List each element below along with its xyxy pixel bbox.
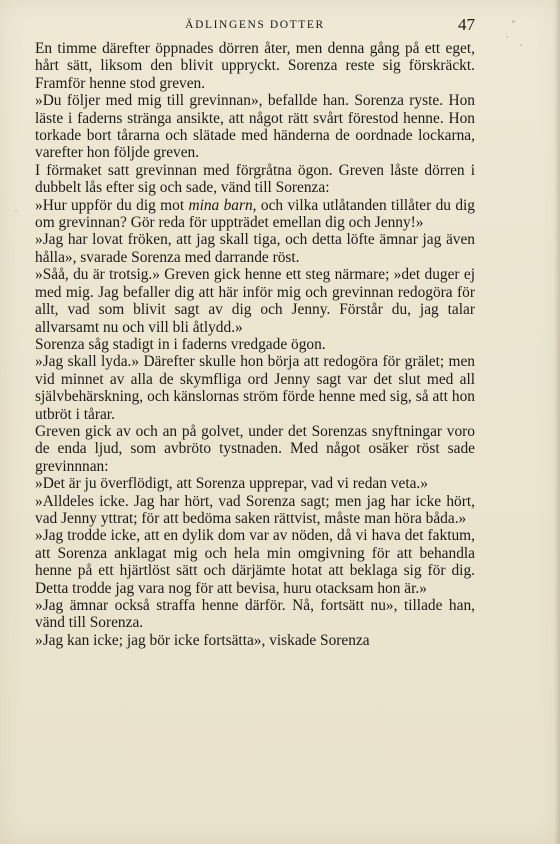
text-segment: »Jag skall lyda.» Därefter skulle hon börja att redogöra för grälet; men vid minnet av alla de skymfliga ord Jenny sagt var det slut med all självbehärskning, och känslornas ström förde henne med sig, så att hon utbröt i tårar.: [35, 353, 475, 423]
text-segment: »Jag ämnar också straffa henne därför. Nå, fortsätt nu», tillade han, vänd till Sorenza.: [35, 597, 475, 632]
text-segment: , och vilka utlåtanden tillåter du dig om grevinnan? Gör reda för uppträdet emellan dig och Jenny!»: [35, 196, 475, 232]
paragraph: [35, 40, 475, 92]
text-segment: »Såå, du är trotsig.» Greven gick henne ett steg närmare; »det duger ej med mig. Jag befaller dig att här inför mig och grevinnan redogöra för allt, vad som blivit sagt av dig och Jenny. Förstår du, jag talar allvarsamt nu och vill bli åtlydd.»: [35, 266, 475, 336]
text-segment: »Jag kan icke; jag bör icke fortsätta», viskade Sorenza: [35, 631, 370, 649]
paragraph: [35, 266, 475, 336]
paragraph: [35, 632, 475, 649]
text-segment: Greven gick av och an på golvet, under det Sorenzas snyftningar voro de enda ljud, som avbröto tystnaden. Med något osäker röst sade grevinnnan:: [35, 422, 475, 475]
paper-speck: [512, 20, 515, 23]
text-segment: »Jag trodde icke, att en dylik dom var av nöden, då vi hava det faktum, att Sorenza anklagat mig och hela min omgivning för att behandla henne på ett hjärtlöst sätt och därjämte hotat att beklaga sig för dig. Detta trodde jag vara nog för att bevisa, huru otacksam hon är.»: [35, 527, 475, 597]
running-title: ÄDLINGENS DOTTER: [185, 19, 325, 31]
body-text: [35, 40, 475, 649]
text-segment: »Hur uppför du dig mot: [35, 196, 189, 214]
text-segment: En timme därefter öppnades dörren åter, men denna gång på ett eget, hårt sätt, liksom den blivit uppryckt. Sorenza reste sig förskräckt. Framför henne stod greven.: [35, 40, 475, 92]
paragraph: [35, 353, 475, 423]
paragraph: [35, 493, 475, 528]
paper-speck: [520, 44, 522, 46]
page-edge-shadow: [554, 0, 560, 844]
page-number: 47: [458, 15, 475, 34]
text-segment: Sorenza såg stadigt in i faderns vredgade ögon.: [35, 335, 326, 353]
paragraph: [35, 423, 475, 475]
paragraph: [35, 597, 475, 632]
paragraph: [35, 527, 475, 597]
paragraph: [35, 231, 475, 266]
page-header: [35, 17, 475, 37]
paragraph: [35, 475, 475, 492]
italic-text: mina barn: [188, 196, 253, 214]
paragraph: [35, 197, 475, 232]
paragraph: [35, 92, 475, 162]
text-segment: I förmaket satt grevinnan med förgråtna ögon. Greven låste dörren i dubbelt lås efter sig och sade, vänd till Sorenza:: [35, 161, 475, 197]
paper-speck: [506, 36, 508, 38]
text-segment: »Jag har lovat fröken, att jag skall tiga, och detta löfte ämnar jag även hålla», svarade Sorenza med darrande röst.: [35, 231, 475, 266]
paper-speck: [15, 210, 17, 212]
paragraph: [35, 162, 475, 197]
paragraph: [35, 336, 475, 353]
text-segment: »Alldeles icke. Jag har hört, vad Sorenza sagt; men jag har icke hört, vad Jenny yttrat; för att bedöma saken rättvist, måste man höra båda.»: [35, 492, 475, 527]
text-segment: »Det är ju överflödigt, att Sorenza upprepar, vad vi redan veta.»: [35, 475, 428, 493]
text-segment: »Du följer med mig till grevinnan», befallde han. Sorenza ryste. Hon läste i faderns stränga ansikte, att något rätt svårt förestod henne. Hon torkade bort tårarna och slätade med händerna de oordnade lockarna, varefter hon följde greven.: [35, 92, 475, 162]
